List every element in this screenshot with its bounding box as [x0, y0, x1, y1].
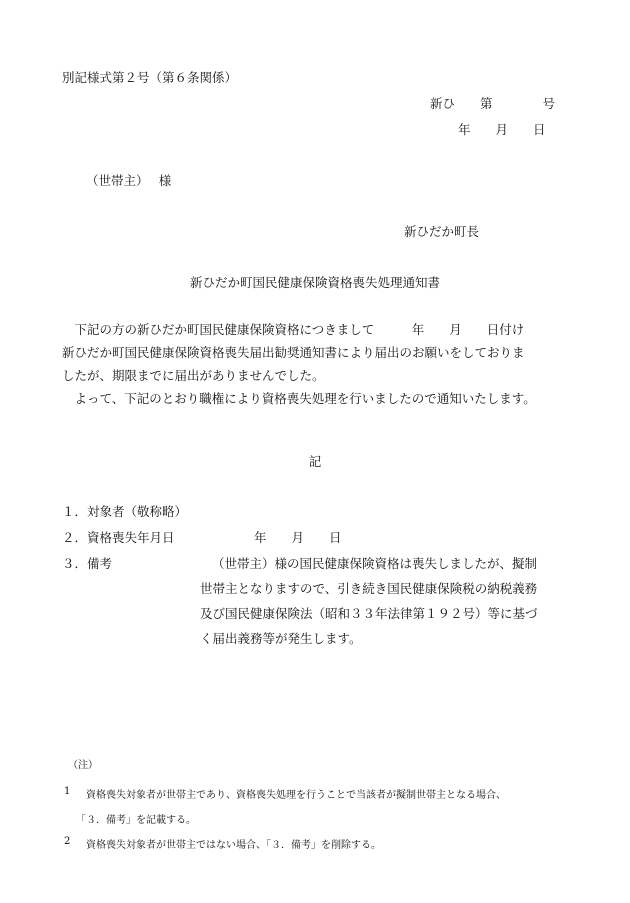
body-line-4: よって、下記のとおり職権により資格喪失処理を行いましたので通知いたします。 — [74, 391, 536, 406]
item-1: １．対象者（敬称略） — [62, 504, 188, 519]
note-1-number: 1 — [64, 786, 71, 797]
item-2-label: ２．資格喪失年月日 — [62, 530, 175, 545]
body-line-1: 下記の方の新ひだか町国民健康保険資格につきまして 年 月 日付け — [74, 322, 525, 337]
ki-heading: 記 — [308, 454, 322, 469]
issuer-name: 新ひだか町長 — [404, 224, 480, 239]
item-3-line-2: 世帯主となりますので、引き続き国民健康保険税の納税義務 — [200, 581, 538, 596]
note-2-number: 2 — [64, 836, 71, 847]
document-number: 新ひ 第 号 — [430, 96, 556, 111]
note-1-line-2: 「３．備考」を記載する。 — [76, 815, 196, 826]
item-2-date: 年 月 日 — [254, 530, 342, 545]
note-2-line-1: 資格喪失対象者が世帯主ではない場合、「３．備考」を削除する。 — [86, 840, 381, 851]
body-line-2: 新ひだか町国民健康保険資格喪失届出勧奨通知書により届出のお願いをしておりま — [62, 345, 525, 360]
body-line-3: したが、期限までに届出がありませんでした。 — [62, 368, 325, 383]
document-date: 年 月 日 — [458, 122, 546, 137]
recipient-name: （世帯主） 様 — [86, 173, 172, 188]
document-title: 新ひだか町国民健康保険資格喪失処理通知書 — [189, 275, 440, 290]
note-1-line-1: 資格喪失対象者が世帯主であり、資格喪失処理を行うことで当該者が擬制世帯主となる場合、 — [86, 790, 506, 801]
body-text — [62, 318, 582, 410]
item-3-line-3: 及び国民健康保険法（昭和３３年法律第１９２号）等に基づ — [200, 606, 538, 621]
item-3-line-1: （世帯主）様の国民健康保険資格は喪失しましたが、擬制 — [212, 556, 538, 571]
item-3-label: ３．備考 — [62, 556, 113, 571]
item-3-line-4: く届出義務等が発生します。 — [200, 631, 362, 646]
form-label: 別記様式第２号（第６条関係） — [62, 70, 238, 85]
notes-heading: （注） — [68, 760, 98, 771]
